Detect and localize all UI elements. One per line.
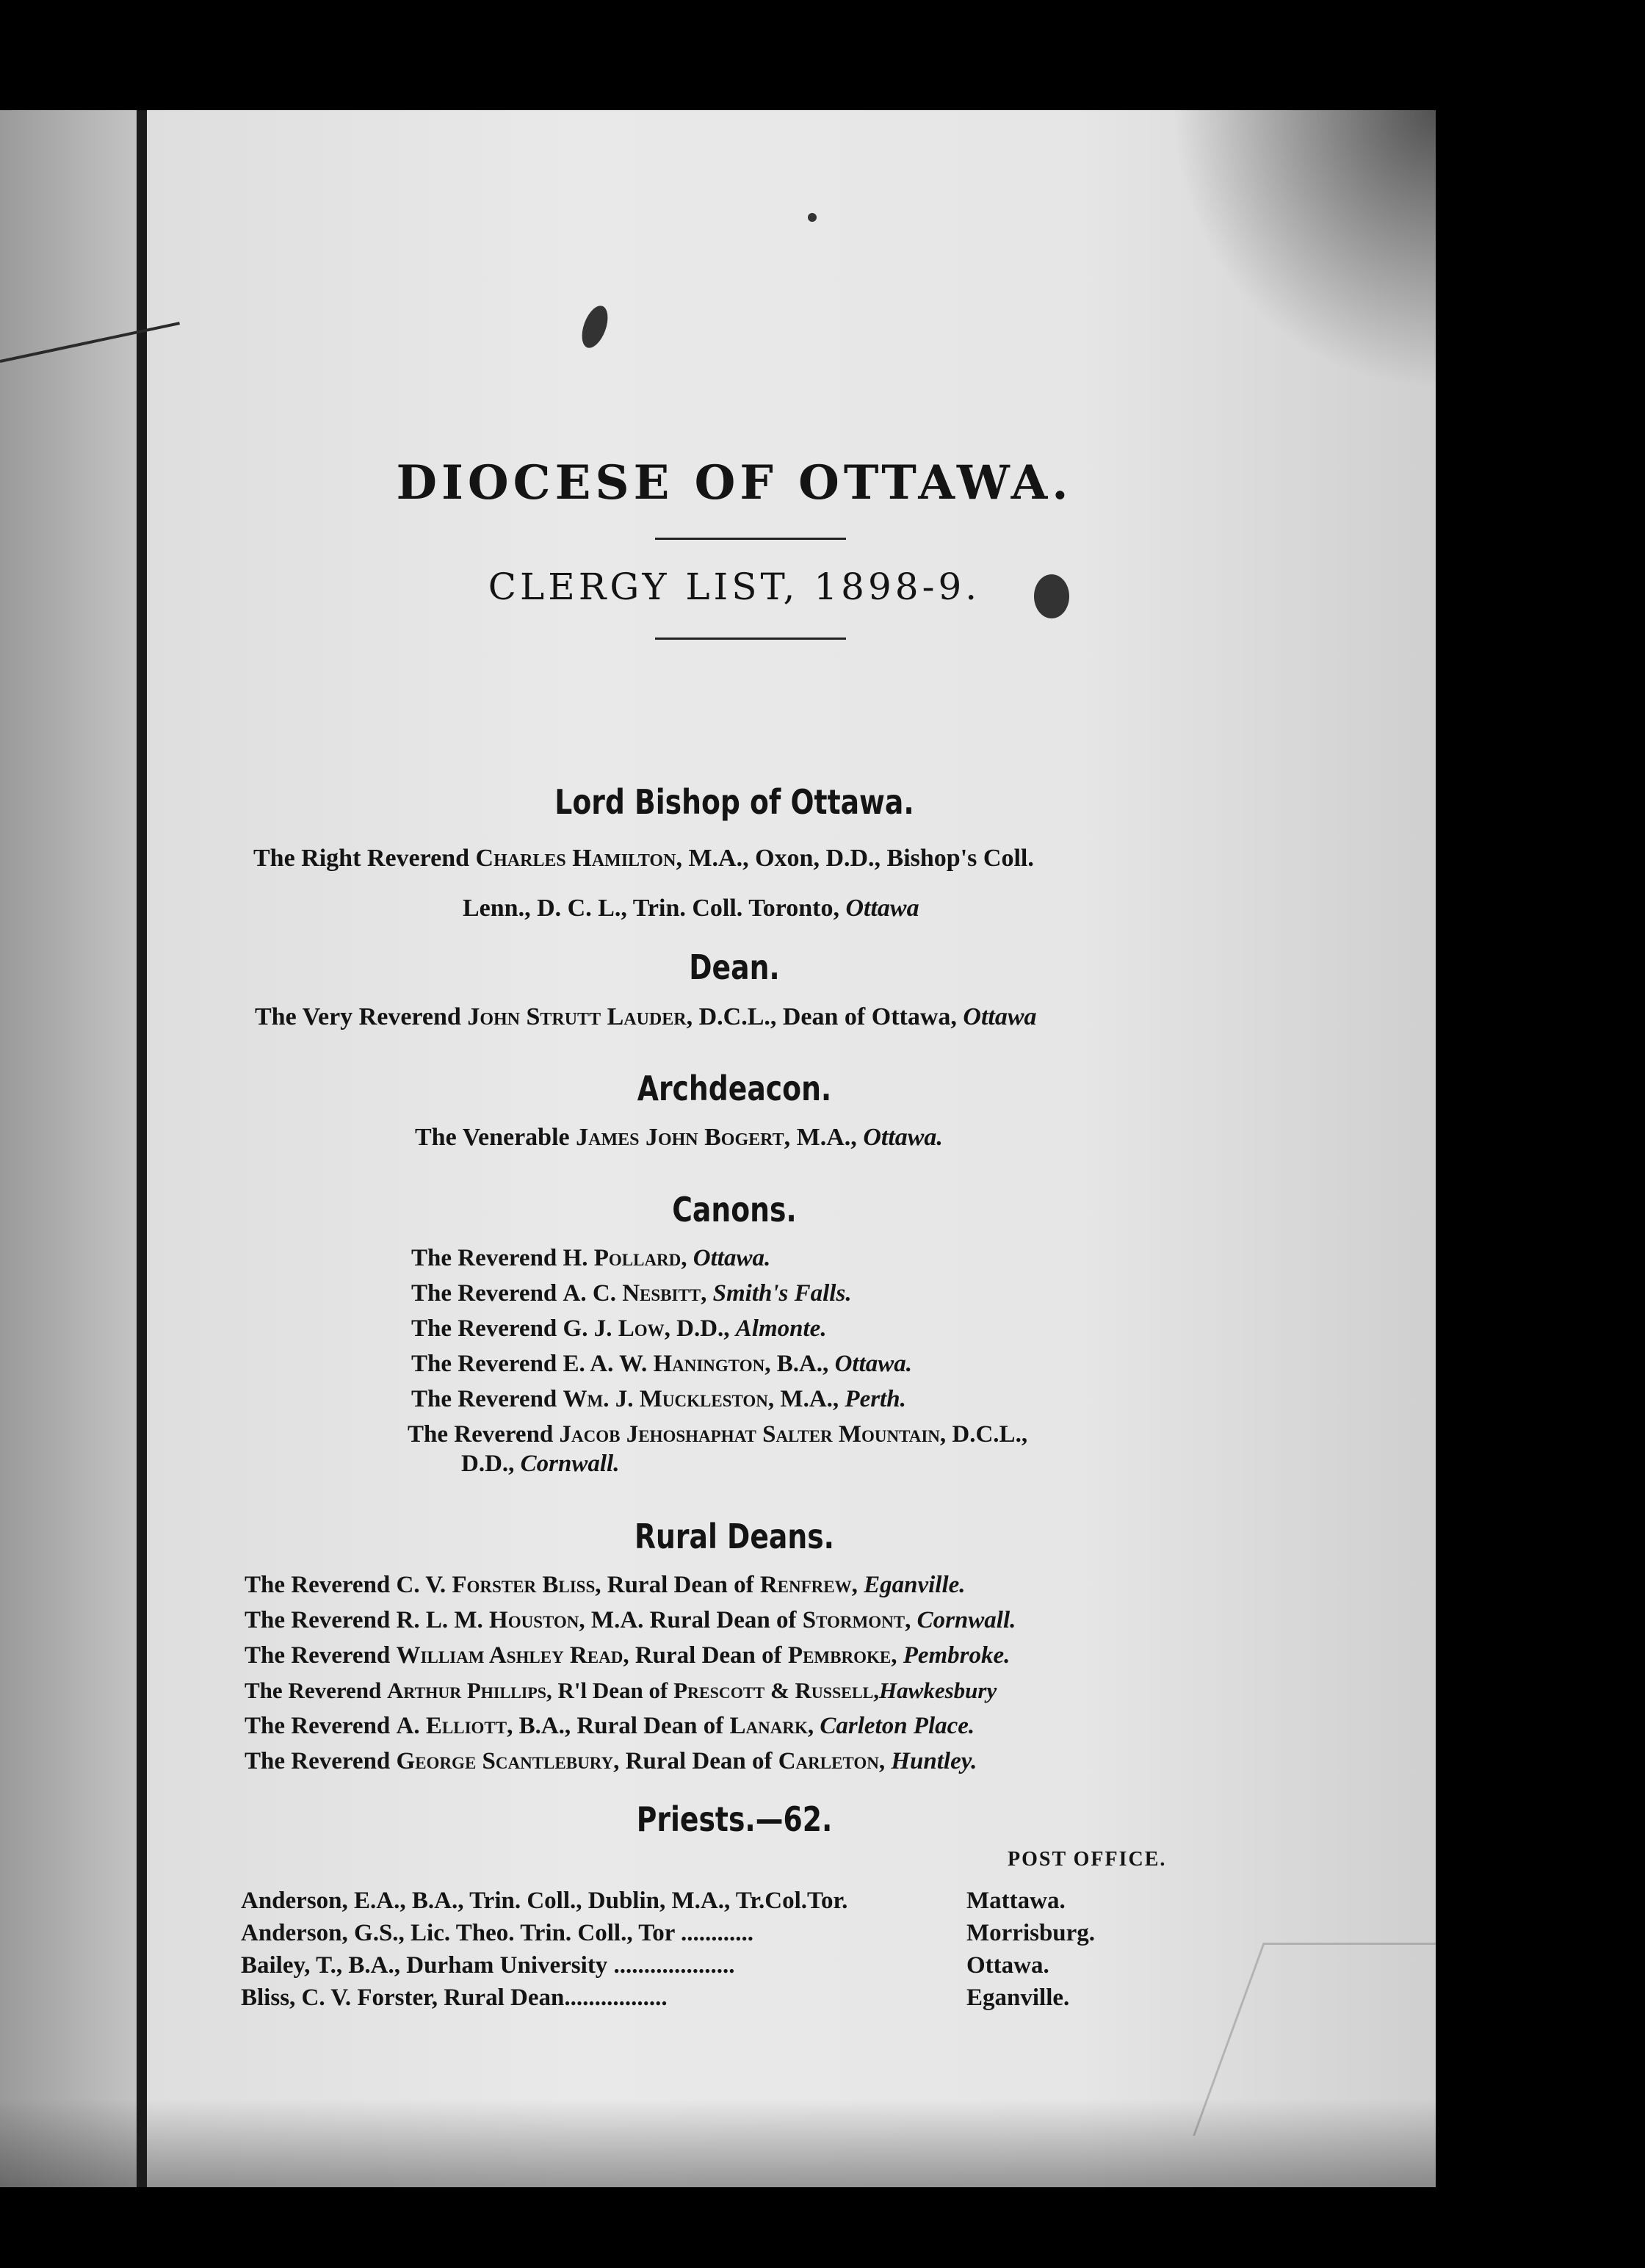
canon-name: G. J. Low (563, 1315, 665, 1342)
dean-line (255, 1003, 1037, 1031)
canon-place: Almonte. (735, 1315, 827, 1342)
bishop-place: Ottawa (845, 895, 919, 922)
separator: , (891, 1642, 897, 1669)
canon-credentials: , (681, 1245, 687, 1271)
list-item (245, 1607, 1016, 1634)
list-item (411, 1386, 906, 1413)
canon-place: Ottawa. (693, 1245, 771, 1271)
canon-place: Ottawa. (834, 1351, 912, 1377)
canon-credentials: , D.D., (664, 1315, 730, 1342)
dean-place: Ottawa (963, 1003, 1037, 1030)
bishop-name: Charles Hamilton (475, 845, 676, 872)
list-item (245, 1642, 1010, 1669)
canon-credentials: , (701, 1280, 707, 1307)
canon-name: E. A. W. Hanington (563, 1351, 765, 1377)
section-heading-bishop: Lord Bishop of Ottawa. (554, 782, 914, 822)
canon-credentials-continued: D.D., (461, 1451, 515, 1477)
archdeacon-line (415, 1124, 943, 1152)
rural-dean-name: William Ashley Read (396, 1642, 623, 1669)
list-item (245, 1677, 997, 1704)
section-heading-dean: Dean. (689, 947, 780, 987)
rural-dean-title: , R'l Dean of (546, 1677, 668, 1703)
priest-post-office: Ottawa. (966, 1952, 1049, 1979)
priest-name: Anderson, G.S., Lic. Theo. Trin. Coll., Tor ............ (241, 1920, 754, 1946)
rural-dean-prefix: The Reverend (245, 1713, 391, 1739)
separator: , (878, 1748, 886, 1774)
page-subtitle: CLERGY LIST, 1898-9. (488, 566, 981, 608)
canon-place: Cornwall. (520, 1451, 620, 1477)
list-item (245, 1748, 977, 1775)
section-heading-archdeacon: Archdeacon. (637, 1069, 832, 1108)
bishop-line-1 (253, 845, 1034, 873)
priest-name: Anderson, E.A., B.A., Trin. Coll., Dublin, M.A., Tr.Col.Tor. (241, 1888, 848, 1914)
rural-dean-name: A. Elliott (396, 1713, 507, 1739)
archdeacon-prefix: The Venerable (415, 1124, 570, 1151)
priest-name: Bailey, T., B.A., Durham University .................... (241, 1952, 735, 1979)
separator: , (807, 1713, 814, 1739)
rural-deanery: Carleton (778, 1748, 879, 1774)
rural-dean-place: Pembroke. (903, 1642, 1010, 1669)
rural-dean-title: , Rural Dean of (623, 1642, 782, 1669)
rural-deanery: Pembroke (787, 1642, 892, 1669)
post-office-column-header: POST OFFICE. (1008, 1848, 1167, 1871)
canon-place: Smith's Falls. (712, 1280, 852, 1307)
rural-dean-name: Arthur Phillips (387, 1677, 547, 1703)
list-item (411, 1351, 912, 1378)
rural-dean-prefix: The Reverend (245, 1607, 391, 1633)
list-item-continuation (461, 1451, 619, 1478)
rural-dean-place: Huntley. (891, 1748, 977, 1774)
canon-prefix: The Reverend (411, 1280, 557, 1307)
separator: , (873, 1677, 880, 1703)
rural-dean-prefix: The Reverend (245, 1642, 391, 1669)
canon-credentials: , M.A., (767, 1386, 839, 1412)
rural-dean-place: Hawkesbury (879, 1677, 997, 1703)
rural-deanery: Lanark (729, 1713, 808, 1739)
rural-deanery: Stormont (802, 1607, 905, 1633)
canon-name: Wm. J. Muckleston (563, 1386, 768, 1412)
rural-dean-name: C. V. Forster Bliss (396, 1572, 596, 1598)
rural-dean-place: Carleton Place. (820, 1713, 975, 1739)
canon-prefix: The Reverend (411, 1245, 557, 1271)
canon-prefix: The Reverend (411, 1315, 557, 1342)
title-rule (655, 538, 846, 540)
rural-dean-place: Cornwall. (916, 1607, 1016, 1633)
table-row (241, 1952, 1085, 1979)
canon-name: A. C. Nesbitt (563, 1280, 701, 1307)
archdeacon-place: Ottawa. (863, 1124, 943, 1151)
list-item (411, 1280, 852, 1307)
section-heading-rural-deans: Rural Deans. (634, 1517, 834, 1556)
priest-post-office: Eganville. (966, 1984, 1070, 2011)
rural-deanery: Renfrew (759, 1572, 852, 1598)
canon-name: H. Pollard (563, 1245, 682, 1271)
rural-dean-place: Eganville. (864, 1572, 966, 1598)
document-page (0, 110, 1436, 2187)
rural-deanery: Prescott & Russell (673, 1677, 874, 1703)
list-item (245, 1572, 966, 1599)
canon-credentials: , B.A., (764, 1351, 829, 1377)
subtitle-rule (655, 638, 846, 640)
rural-dean-prefix: The Reverend (245, 1572, 391, 1598)
priest-post-office: Morrisburg. (966, 1920, 1096, 1946)
rural-dean-title: , Rural Dean of (595, 1572, 754, 1598)
bishop-credentials: , M.A., Oxon, D.D., Bishop's Coll. (676, 845, 1034, 872)
rural-dean-title: , M.A. Rural Dean of (579, 1607, 797, 1633)
priest-post-office: Mattawa. (966, 1888, 1066, 1914)
page-title: DIOCESE OF OTTAWA. (396, 455, 1073, 510)
archdeacon-name: James John Bogert (576, 1124, 784, 1151)
rural-dean-title: , B.A., Rural Dean of (507, 1713, 724, 1739)
dean-name: John Strutt Lauder (467, 1003, 687, 1030)
canon-credentials: , D.C.L., (939, 1421, 1028, 1448)
table-row (241, 1984, 1085, 2012)
bishop-prefix: The Right Reverend (253, 845, 470, 872)
dean-credentials: , D.C.L., Dean of Ottawa, (686, 1003, 957, 1030)
canon-prefix: The Reverend (408, 1421, 554, 1448)
archdeacon-credentials: , M.A., (784, 1124, 857, 1151)
list-item (411, 1245, 770, 1272)
separator: , (851, 1572, 858, 1598)
rural-dean-title: , Rural Dean of (613, 1748, 773, 1774)
rural-dean-prefix: The Reverend (245, 1677, 382, 1703)
list-item (408, 1421, 1027, 1448)
rural-dean-name: R. L. M. Houston (396, 1607, 579, 1633)
rural-dean-name: George Scantlebury (396, 1748, 614, 1774)
canon-name: Jacob Jehoshaphat Salter Mountain (559, 1421, 940, 1448)
table-row (241, 1888, 1085, 1915)
rural-dean-prefix: The Reverend (245, 1748, 391, 1774)
separator: , (905, 1607, 911, 1633)
section-heading-priests: Priests.—62. (636, 1799, 833, 1839)
bishop-credentials-2: Lenn., D. C. L., Trin. Coll. Toronto, (463, 895, 839, 922)
canon-prefix: The Reverend (411, 1386, 557, 1412)
canon-prefix: The Reverend (411, 1351, 557, 1377)
section-heading-canons: Canons. (672, 1190, 797, 1229)
table-row (241, 1920, 1096, 1947)
list-item (245, 1713, 975, 1740)
dean-prefix: The Very Reverend (255, 1003, 461, 1030)
canon-place: Perth. (845, 1386, 906, 1412)
priest-name: Bliss, C. V. Forster, Rural Dean................. (241, 1984, 668, 2011)
bishop-line-2 (463, 895, 919, 922)
document-content (0, 110, 1436, 2187)
list-item (411, 1315, 827, 1343)
